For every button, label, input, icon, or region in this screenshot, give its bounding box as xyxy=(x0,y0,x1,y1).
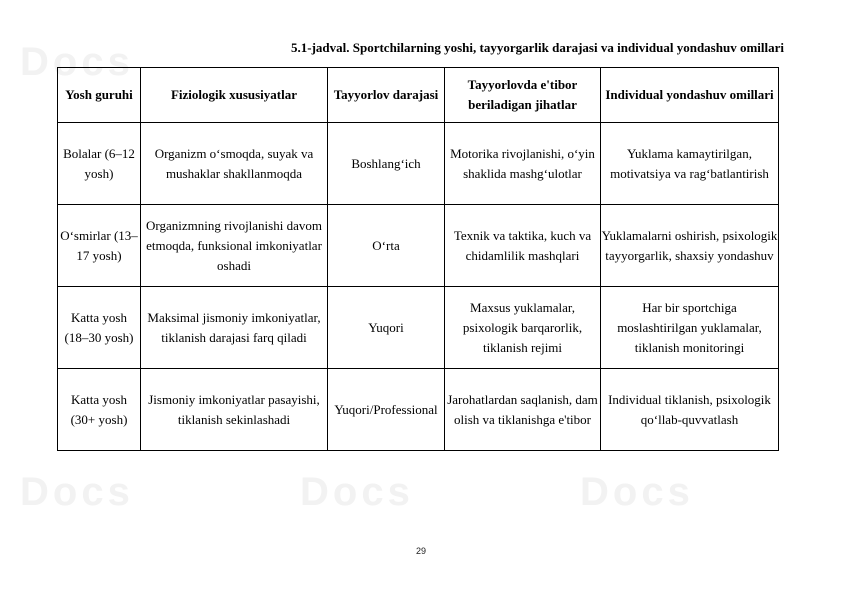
cell-age-group: Katta yosh (30+ yosh) xyxy=(58,369,141,451)
cell-training-level: Yuqori/Professional xyxy=(328,369,445,451)
cell-physiology: Organizmning rivojlanishi davom etmoqda, funksional imkoniyatlar oshadi xyxy=(141,205,328,287)
header-physiology: Fiziologik xususiyatlar xyxy=(141,68,328,123)
cell-individual-factors: Individual tiklanish, psixologik qoʻllab-quvvatlash xyxy=(601,369,779,451)
data-table xyxy=(57,67,779,451)
cell-physiology: Maksimal jismoniy imkoniyatlar, tiklanish darajasi farq qiladi xyxy=(141,287,328,369)
cell-individual-factors: Har bir sportchiga moslashtirilgan yuklamalar, tiklanish monitoringi xyxy=(601,287,779,369)
cell-individual-factors: Yuklama kamaytirilgan, motivatsiya va ragʻbatlantirish xyxy=(601,123,779,205)
cell-training-level: Yuqori xyxy=(328,287,445,369)
cell-focus-areas: Texnik va taktika, kuch va chidamlilik mashqlari xyxy=(445,205,601,287)
watermark: Docs xyxy=(300,470,414,514)
cell-age-group: Katta yosh (18–30 yosh) xyxy=(58,287,141,369)
table-caption: 5.1-jadval. Sportchilarning yoshi, tayyorgarlik darajasi va individual yondashuv omillari xyxy=(291,40,784,55)
cell-focus-areas: Maxsus yuklamalar, psixologik barqarorlik, tiklanish rejimi xyxy=(445,287,601,369)
watermark: Docs xyxy=(20,470,134,514)
table-row xyxy=(58,369,779,451)
cell-age-group: Bolalar (6–12 yosh) xyxy=(58,123,141,205)
cell-physiology: Organizm oʻsmoqda, suyak va mushaklar shakllanmoqda xyxy=(141,123,328,205)
table-row xyxy=(58,287,779,369)
table-row xyxy=(58,123,779,205)
cell-focus-areas: Motorika rivojlanishi, oʻyin shaklida mashgʻulotlar xyxy=(445,123,601,205)
cell-focus-areas: Jarohatlardan saqlanish, dam olish va tiklanishga e'tibor xyxy=(445,369,601,451)
cell-training-level: Oʻrta xyxy=(328,205,445,287)
cell-individual-factors: Yuklamalarni oshirish, psixologik tayyorgarlik, shaxsiy yondashuv xyxy=(601,205,779,287)
header-focus-areas: Tayyorlovda e'tibor beriladigan jihatlar xyxy=(445,68,601,123)
header-training-level: Tayyorlov darajasi xyxy=(328,68,445,123)
table-row xyxy=(58,205,779,287)
watermark: Docs xyxy=(580,470,694,514)
table-header-row xyxy=(58,68,779,123)
page-number: 29 xyxy=(415,546,426,556)
cell-training-level: Boshlangʻich xyxy=(328,123,445,205)
cell-age-group: Oʻsmirlar (13–17 yosh) xyxy=(58,205,141,287)
cell-physiology: Jismoniy imkoniyatlar pasayishi, tiklanish sekinlashadi xyxy=(141,369,328,451)
header-individual-factors: Individual yondashuv omillari xyxy=(601,68,779,123)
watermark: Docs xyxy=(20,40,134,84)
header-age-group: Yosh guruhi xyxy=(58,68,141,123)
